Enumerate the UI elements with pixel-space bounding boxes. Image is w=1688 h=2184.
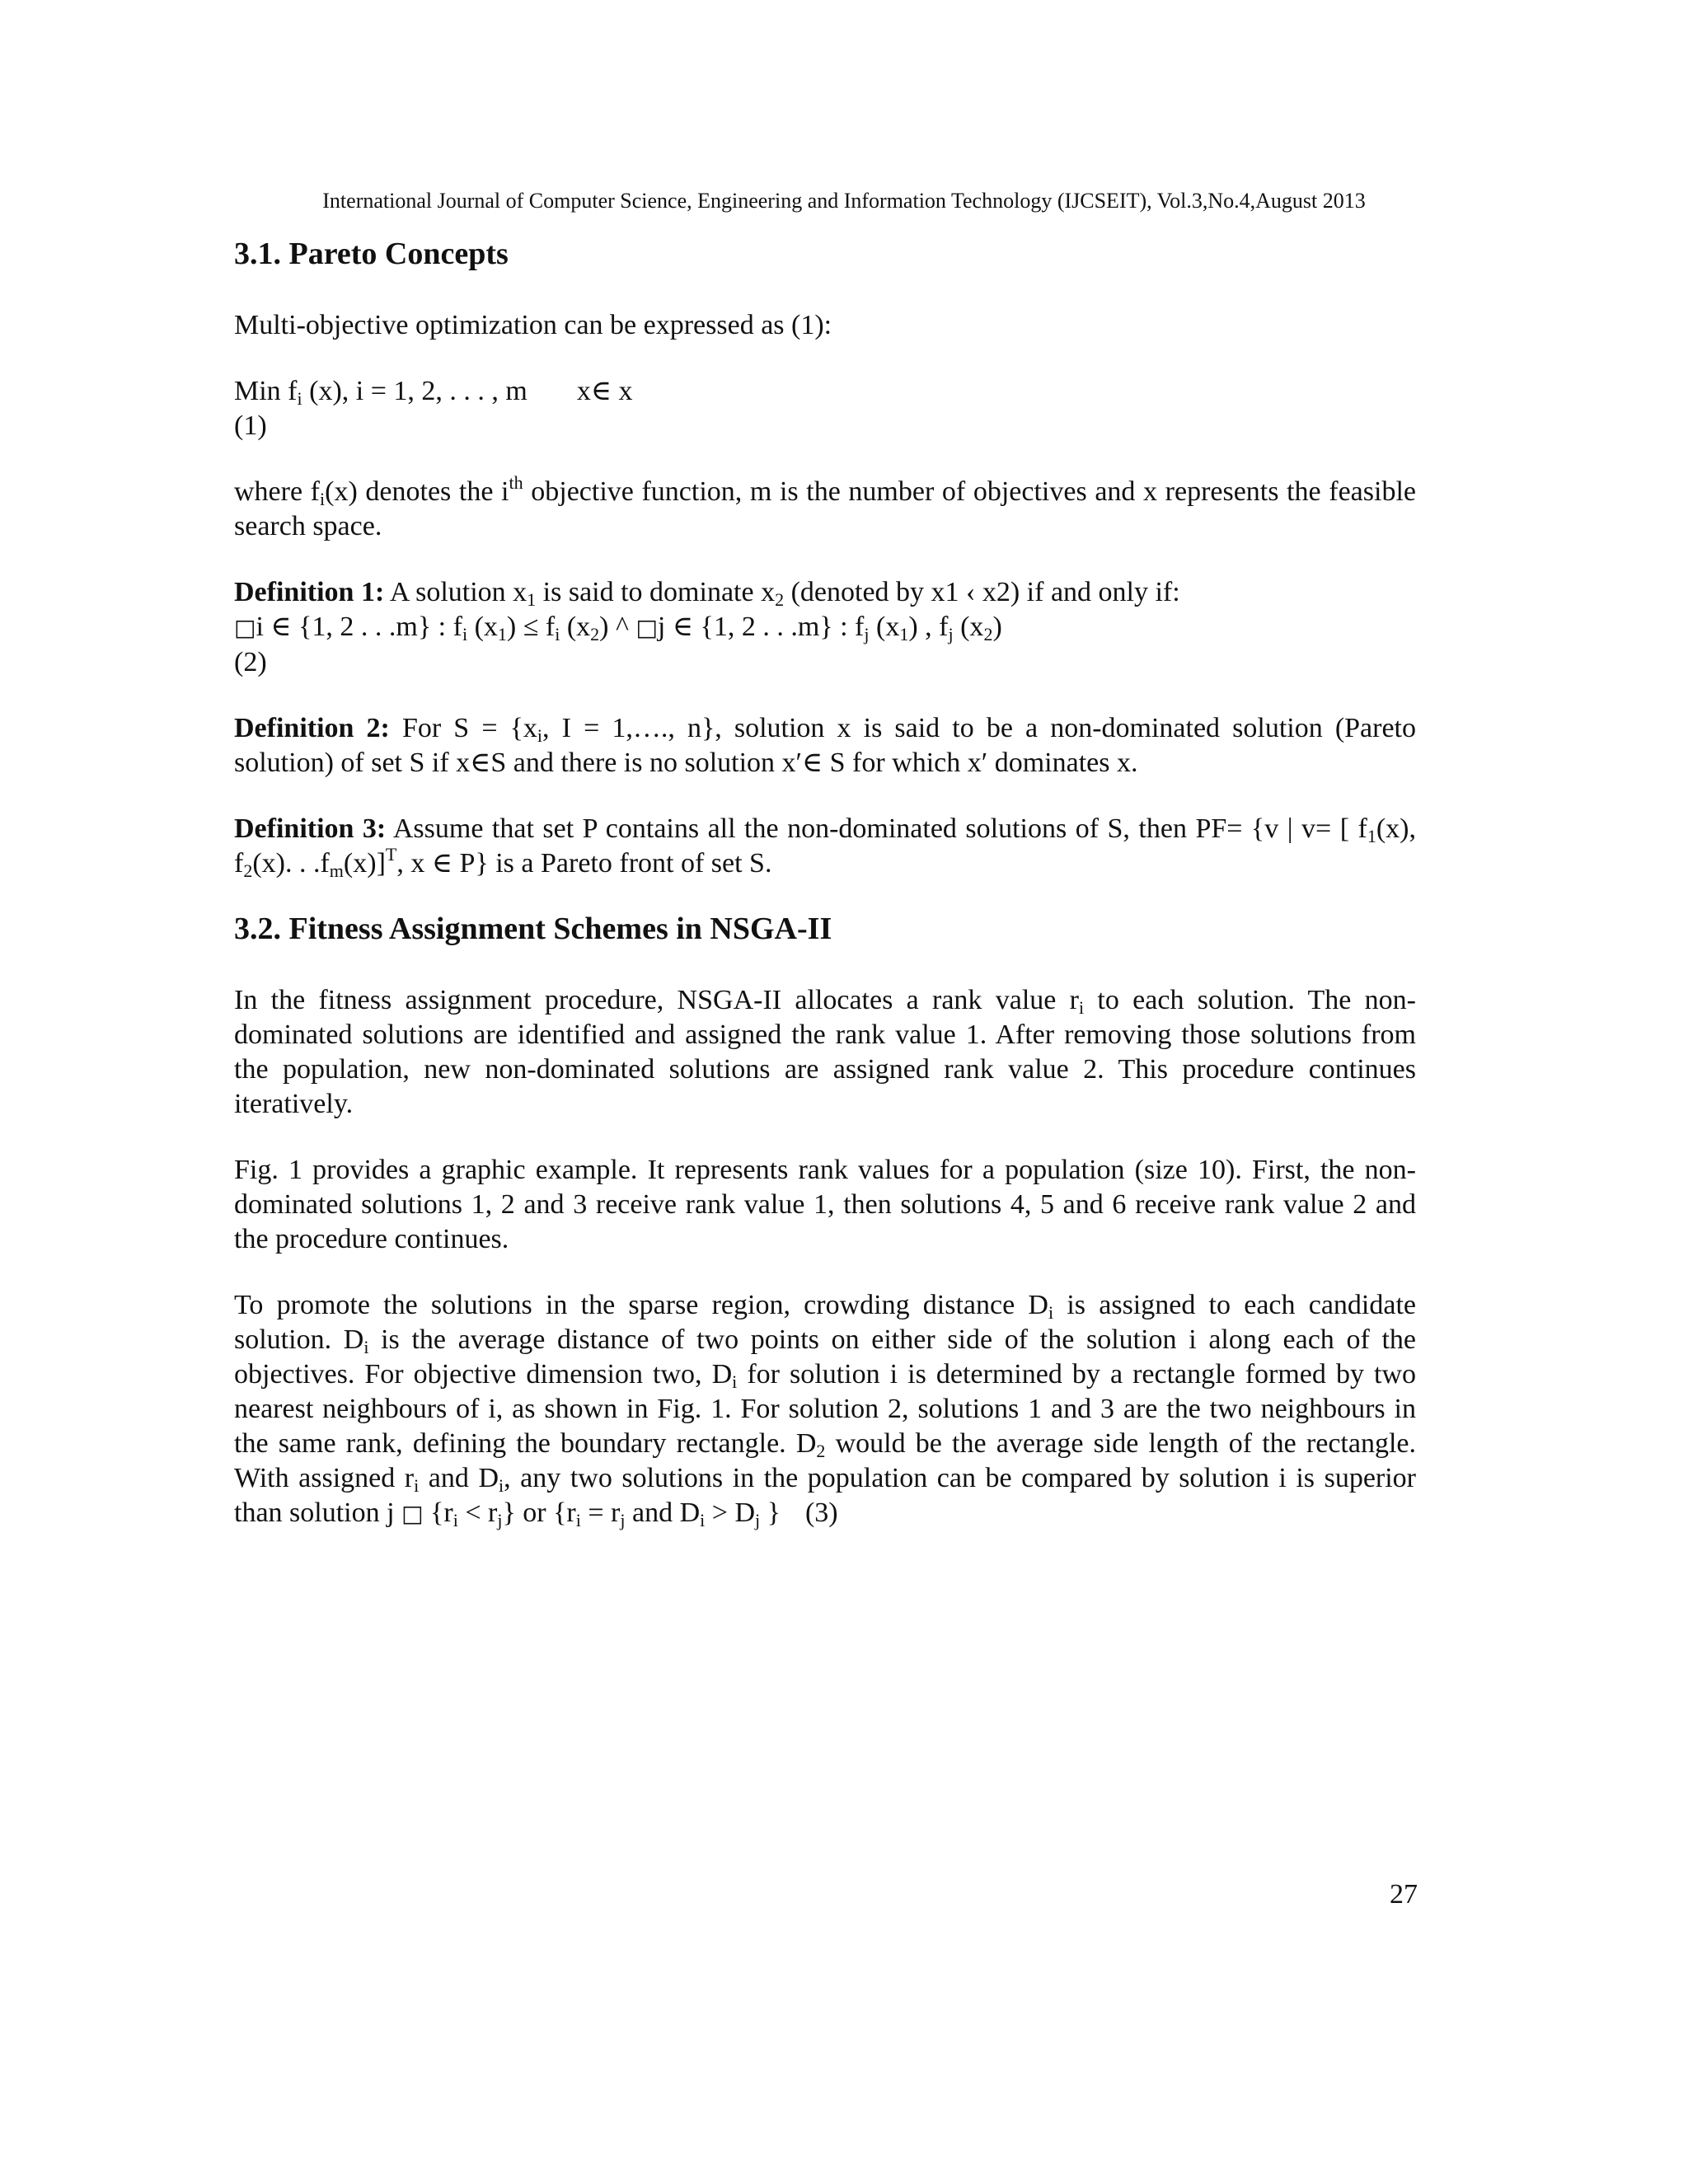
- def3-text: Assume that set P contains all the non-dominated solutions of S, then PF= {v | v= [ f: [386, 813, 1367, 844]
- def1-eq: (x: [953, 612, 984, 642]
- def1-eq: (x: [869, 612, 900, 642]
- missing-glyph-icon: □: [635, 614, 658, 641]
- paragraph-crowding-distance: [234, 1288, 1416, 1531]
- p3-sub: i: [732, 1371, 738, 1392]
- eq1-min: Min f: [234, 376, 298, 406]
- def1-eq: ) ≤ f: [506, 612, 556, 642]
- def1-eq-sub: 1: [899, 624, 909, 644]
- def1-eq-sub: i: [462, 624, 468, 644]
- where-text: where f: [234, 476, 321, 507]
- definition-1-formula: [234, 610, 1416, 645]
- def1-text: A solution x: [384, 577, 528, 607]
- p1-sub: i: [1079, 997, 1085, 1018]
- p3-sub: i: [1048, 1302, 1054, 1323]
- def1-eq-sub: 1: [497, 624, 507, 644]
- section-title-fitness-assignment: 3.2. Fitness Assignment Schemes in NSGA-II: [234, 912, 832, 946]
- missing-glyph-icon: □: [401, 1500, 424, 1527]
- equation-1: [234, 374, 1416, 409]
- paragraph-fitness-procedure: [234, 983, 1416, 1122]
- definition-3-label: Definition 3:: [234, 813, 387, 844]
- p3-text: would be the average side length of the rectangle. With assigned r: [234, 1428, 1416, 1493]
- equation-1-number: (1): [234, 410, 267, 441]
- paragraph-where: [234, 472, 1416, 544]
- definition-2-label: Definition 2:: [234, 713, 390, 743]
- p3-text: and D: [419, 1463, 499, 1493]
- section-title-pareto-concepts: 3.1. Pareto Concepts: [234, 237, 509, 271]
- missing-glyph-icon: □: [234, 614, 256, 641]
- p3-text: } or {r: [502, 1497, 576, 1528]
- p3-text: is assigned to each candidate solution. D: [234, 1290, 1416, 1355]
- def3-text: (x), f: [234, 813, 1416, 879]
- def2-text: , I = 1,…., n}, solution x is said to be a non-dominated solution (Pareto solution) of set S if x∈S and there is no solution x′∈ S for which x′ dominates x.: [234, 713, 1416, 778]
- definition-1-label: Definition 1:: [234, 577, 385, 607]
- def1-eq-sub: j: [948, 624, 954, 644]
- p3-text: and D: [625, 1497, 701, 1528]
- p1-text: In the fitness assignment procedure, NSGA-II allocates a rank value r: [234, 985, 1079, 1015]
- def3-sub: m: [329, 860, 344, 881]
- p3-sub: i: [575, 1510, 581, 1530]
- def1-eq: (x: [467, 612, 498, 642]
- p3-text: {r: [423, 1497, 453, 1528]
- p3-text: for solution i is determined by a rectangle formed by two nearest neighbours of i, as shown in Fig. 1. For solution 2, solutions 1 and 3 are the two neighbours in the same rank, defining the boundary rectangle. D: [234, 1359, 1416, 1459]
- def3-text: (x). . .f: [252, 848, 330, 879]
- def1-eq: j ∈ {1, 2 . . .m} : f: [657, 612, 865, 642]
- def1-eq: ) ^: [599, 612, 636, 642]
- where-sub: i: [320, 489, 326, 509]
- p3-sub: i: [499, 1475, 504, 1496]
- p3-sub: i: [414, 1475, 420, 1496]
- where-text-2: (x) denotes the i: [325, 476, 509, 507]
- def2-sub: i: [537, 725, 543, 746]
- def3-text: , x ∈ P} is a Pareto front of set S.: [396, 848, 772, 879]
- paragraph-fig-example: Fig. 1 provides a graphic example. It represents rank values for a population (size 10). First, the non-dominated solutions 1, 2 and 3 receive rank value 1, then solutions 4, 5 and 6 receive rank value 2 and the procedure continues.: [234, 1155, 1416, 1254]
- p3-sub: i: [363, 1337, 369, 1357]
- def1-eq: (x: [560, 612, 591, 642]
- def3-sup: T: [385, 844, 397, 865]
- p3-sub: j: [497, 1510, 503, 1530]
- page-content: [234, 231, 1416, 1531]
- equation-2-number: (2): [234, 647, 267, 677]
- p3-text: is the average distance of two points on either side of the solution i along each of the objectives. For objective dimension two, D: [234, 1324, 1417, 1390]
- eq1-rest: (x), i = 1, 2, . . . , m: [302, 376, 528, 406]
- def1-eq-sub: j: [864, 624, 870, 644]
- def1-eq-sub: 2: [590, 624, 600, 644]
- where-text-3: objective function, m is the number of objectives and x represents the feasible search space.: [234, 476, 1416, 541]
- journal-header: International Journal of Computer Science, Engineering and Information Technology (IJCSEIT), Vol.3,No.4,August 2013: [322, 189, 1366, 213]
- p3-sub: i: [452, 1510, 458, 1530]
- def1-sub: 1: [527, 589, 537, 610]
- p3-sub: 2: [816, 1441, 826, 1461]
- p3-text: , any two solutions in the population can be compared by solution i is superior than solution j: [234, 1463, 1416, 1528]
- p3-text: = r: [580, 1497, 621, 1528]
- def3-sub: 1: [1367, 826, 1376, 846]
- equation-3-number: (3): [804, 1497, 838, 1528]
- def3-sub: 2: [243, 860, 253, 881]
- p3-sub: j: [755, 1510, 761, 1530]
- paragraph-intro: Multi-objective optimization can be expressed as (1):: [234, 310, 832, 340]
- definition-2: [234, 711, 1416, 780]
- def3-text: (x)]: [343, 848, 386, 879]
- where-sup: th: [509, 472, 523, 493]
- p3-sub: i: [700, 1510, 706, 1530]
- p3-text: To promote the solutions in the sparse region, crowding distance D: [234, 1290, 1048, 1320]
- def1-sub: 2: [775, 589, 785, 610]
- def1-text: is said to dominate x: [536, 577, 776, 607]
- p3-sub: j: [620, 1510, 626, 1530]
- p3-text: < r: [457, 1497, 498, 1528]
- def1-eq: ): [992, 612, 1002, 642]
- definition-3: [234, 812, 1416, 881]
- def1-eq: i ∈ {1, 2 . . .m} : f: [256, 612, 462, 642]
- def2-text: For S = {x: [389, 713, 537, 743]
- eq1-domain: x∈ x: [576, 376, 633, 406]
- p1-text: to each solution. The non-dominated solutions are identified and assigned the rank value 1. After removing those solutions from the population, new non-dominated solutions are assigned rank value 2. This procedure continues iteratively.: [234, 985, 1417, 1119]
- def1-eq: ) , f: [908, 612, 949, 642]
- def1-text: (denoted by x1 ‹ x2) if and only if:: [784, 577, 1180, 607]
- def1-eq-sub: 2: [983, 624, 993, 644]
- eq1-sub: i: [297, 388, 302, 409]
- page-number: 27: [1390, 1879, 1418, 1910]
- def1-eq-sub: i: [555, 624, 560, 644]
- p3-text: }: [760, 1497, 781, 1528]
- p3-text: > D: [705, 1497, 755, 1528]
- definition-1: [234, 575, 1416, 610]
